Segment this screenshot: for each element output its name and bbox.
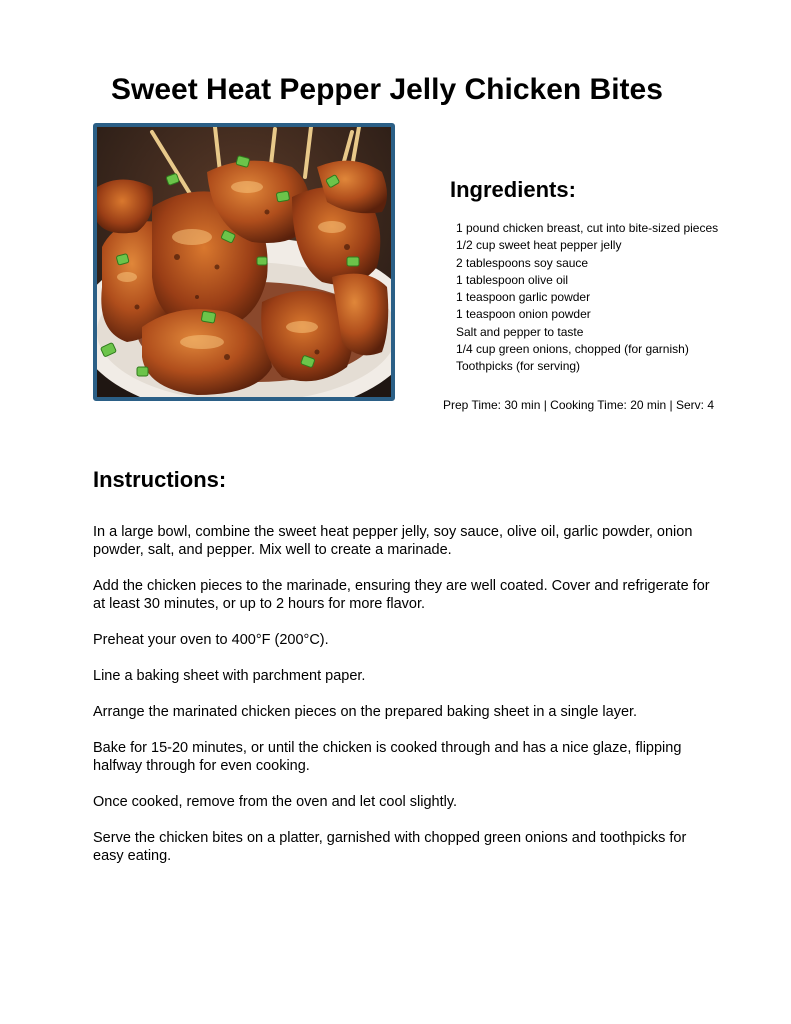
instruction-step: Add the chicken pieces to the marinade, ensuring they are well coated. Cover and refrigerate for at least 30 minutes, or up to 2 hours for more flavor. — [93, 578, 710, 612]
instruction-step: Arrange the marinated chicken pieces on the prepared baking sheet in a single layer. — [93, 704, 638, 720]
ingredient-item: 2 tablespoons soy sauce — [456, 255, 589, 270]
ingredient-item: 1/2 cup sweet heat pepper jelly — [456, 238, 622, 253]
ingredient-item: 1/4 cup green onions, chopped (for garnish) — [456, 342, 689, 357]
instructions-heading: Instructions: — [93, 467, 227, 492]
recipe-title: Sweet Heat Pepper Jelly Chicken Bites — [111, 73, 663, 106]
instruction-step: Line a baking sheet with parchment paper. — [93, 668, 366, 684]
instruction-step: In a large bowl, combine the sweet heat pepper jelly, soy sauce, olive oil, garlic powder, onion powder, salt, and pepper. Mix well to create a marinade. — [93, 524, 693, 558]
ingredient-item: 1 pound chicken breast, cut into bite-sized pieces — [456, 221, 719, 235]
instruction-step: Bake for 15-20 minutes, or until the chicken is cooked through and has a nice glaze, flipping halfway through for even cooking. — [93, 740, 682, 774]
chicken-bites-image — [97, 127, 391, 397]
ingredient-item: 1 teaspoon garlic powder — [456, 290, 591, 305]
ingredient-item: Toothpicks (for serving) — [456, 359, 581, 374]
instruction-step: Once cooked, remove from the oven and let cool slightly. — [93, 794, 458, 810]
ingredient-item: 1 teaspoon onion powder — [456, 307, 591, 322]
instructions-list — [93, 523, 713, 883]
ingredient-item: 1 tablespoon olive oil — [456, 272, 569, 287]
ingredients-heading: Ingredients: — [450, 177, 576, 202]
recipe-photo — [93, 123, 395, 401]
instruction-step: Preheat your oven to 400°F (200°C). — [93, 632, 329, 648]
recipe-time-servings: Prep Time: 30 min | Cooking Time: 20 min | Serv: 4 — [443, 398, 715, 412]
instruction-step: Serve the chicken bites on a platter, garnished with chopped green onions and toothpicks for easy eating. — [93, 830, 687, 864]
ingredients-list — [456, 220, 718, 376]
ingredient-item: Salt and pepper to taste — [456, 324, 584, 339]
